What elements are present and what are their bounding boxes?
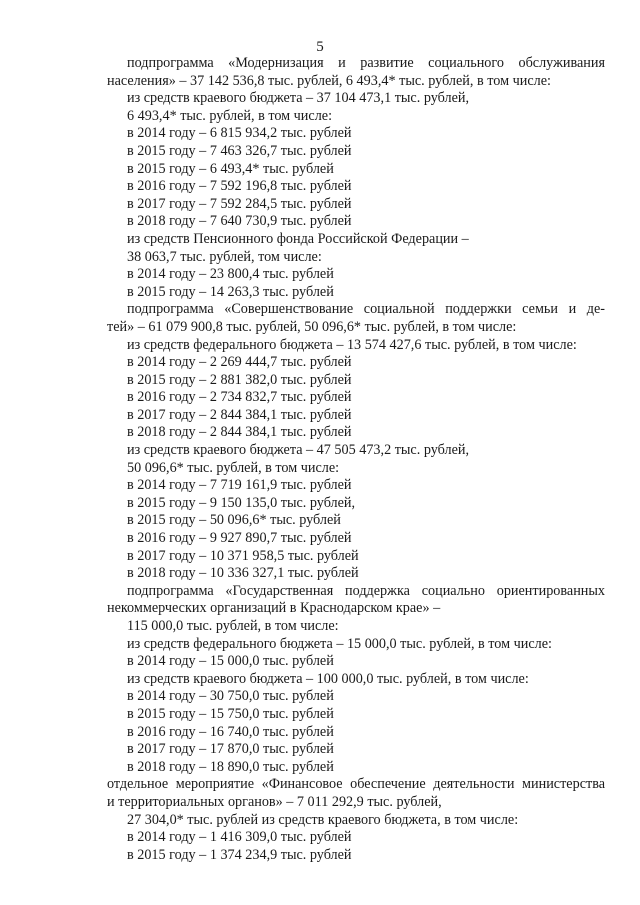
text-line: в 2014 году – 15 000,0 тыс. рублей <box>127 653 334 670</box>
text-line: в 2017 году – 7 592 284,5 тыс. рублей <box>127 195 352 212</box>
text-line: в 2018 году – 18 890,0 тыс. рублей <box>127 758 334 775</box>
text-line: и территориальных органов» – 7 011 292,9 тыс. рублей, <box>107 793 442 810</box>
text-line: 38 063,7 тыс. рублей, том числе: <box>127 248 322 265</box>
text-line: из средств Пенсионного фонда Российской Федерации – <box>127 230 469 247</box>
text-line: в 2016 году – 7 592 196,8 тыс. рублей <box>127 178 352 195</box>
text-line: 115 000,0 тыс. рублей, в том числе: <box>127 618 339 634</box>
document-body <box>107 55 605 864</box>
text-line: в 2018 году – 7 640 730,9 тыс. рублей <box>127 213 352 230</box>
text-line: в 2018 году – 10 336 327,1 тыс. рублей <box>127 565 359 582</box>
text-line: отдельное мероприятие «Финансовое обеспечение деятельности министерства <box>107 776 605 793</box>
text-line: подпрограмма «Государственная поддержка социально ориентированных <box>127 582 605 599</box>
text-line: подпрограмма «Модернизация и развитие социального обслуживания <box>127 55 605 71</box>
text-line: в 2015 году – 6 493,4* тыс. рублей <box>127 160 334 177</box>
text-line: в 2015 году – 50 096,6* тыс. рублей <box>127 512 341 529</box>
text-line: в 2017 году – 17 870,0 тыс. рублей <box>127 741 334 758</box>
text-line: из средств федерального бюджета – 15 000,0 тыс. рублей, в том числе: <box>127 635 552 652</box>
text-line: в 2014 году – 2 269 444,7 тыс. рублей <box>127 354 352 371</box>
text-line: 6 493,4* тыс. рублей, в том числе: <box>127 107 333 124</box>
text-line: из средств краевого бюджета – 37 104 473,1 тыс. рублей, <box>127 90 470 107</box>
text-line: 27 304,0* тыс. рублей из средств краевого бюджета, в том числе: <box>127 811 519 828</box>
text-line: подпрограмма «Совершенствование социальной поддержки семьи и де- <box>127 301 605 318</box>
text-line: из средств федерального бюджета – 13 574 427,6 тыс. рублей, в том числе: <box>127 336 577 353</box>
text-line: в 2015 году – 15 750,0 тыс. рублей <box>127 705 334 722</box>
text-line: из средств краевого бюджета – 47 505 473,2 тыс. рублей, <box>127 442 470 459</box>
text-line: в 2014 году – 7 719 161,9 тыс. рублей <box>127 477 352 494</box>
text-line: в 2014 году – 23 800,4 тыс. рублей <box>127 266 334 283</box>
text-line: в 2017 году – 2 844 384,1 тыс. рублей <box>127 406 352 423</box>
text-line: в 2018 году – 2 844 384,1 тыс. рублей <box>127 424 352 441</box>
text-line: в 2015 году – 14 263,3 тыс. рублей <box>127 283 334 300</box>
text-line: тей» – 61 079 900,8 тыс. рублей, 50 096,6* тыс. рублей, в том числе: <box>107 318 517 335</box>
text-line: из средств краевого бюджета – 100 000,0 тыс. рублей, в том числе: <box>127 670 529 687</box>
text-line: в 2015 году – 1 374 234,9 тыс. рублей <box>127 846 352 863</box>
text-line: в 2015 году – 7 463 326,7 тыс. рублей <box>127 142 352 159</box>
text-line: в 2016 году – 9 927 890,7 тыс. рублей <box>127 530 352 547</box>
text-line: в 2014 году – 6 815 934,2 тыс. рублей <box>127 125 352 142</box>
text-line: населения» – 37 142 536,8 тыс. рублей, 6 493,4* тыс. рублей, в том числе: <box>107 72 551 89</box>
text-line: в 2015 году – 2 881 382,0 тыс. рублей <box>127 371 352 388</box>
text-line: в 2016 году – 16 740,0 тыс. рублей <box>127 723 334 740</box>
text-line: 50 096,6* тыс. рублей, в том числе: <box>127 459 340 476</box>
text-line: в 2015 году – 9 150 135,0 тыс. рублей, <box>127 494 356 511</box>
text-line: в 2016 году – 2 734 832,7 тыс. рублей <box>127 389 352 406</box>
text-line: в 2014 году – 30 750,0 тыс. рублей <box>127 688 334 705</box>
text-line: в 2014 году – 1 416 309,0 тыс. рублей <box>127 829 352 846</box>
text-line: в 2017 году – 10 371 958,5 тыс. рублей <box>127 547 359 564</box>
text-line: некоммерческих организаций в Краснодарском крае» – <box>107 600 441 617</box>
page-number: 5 <box>316 39 324 55</box>
